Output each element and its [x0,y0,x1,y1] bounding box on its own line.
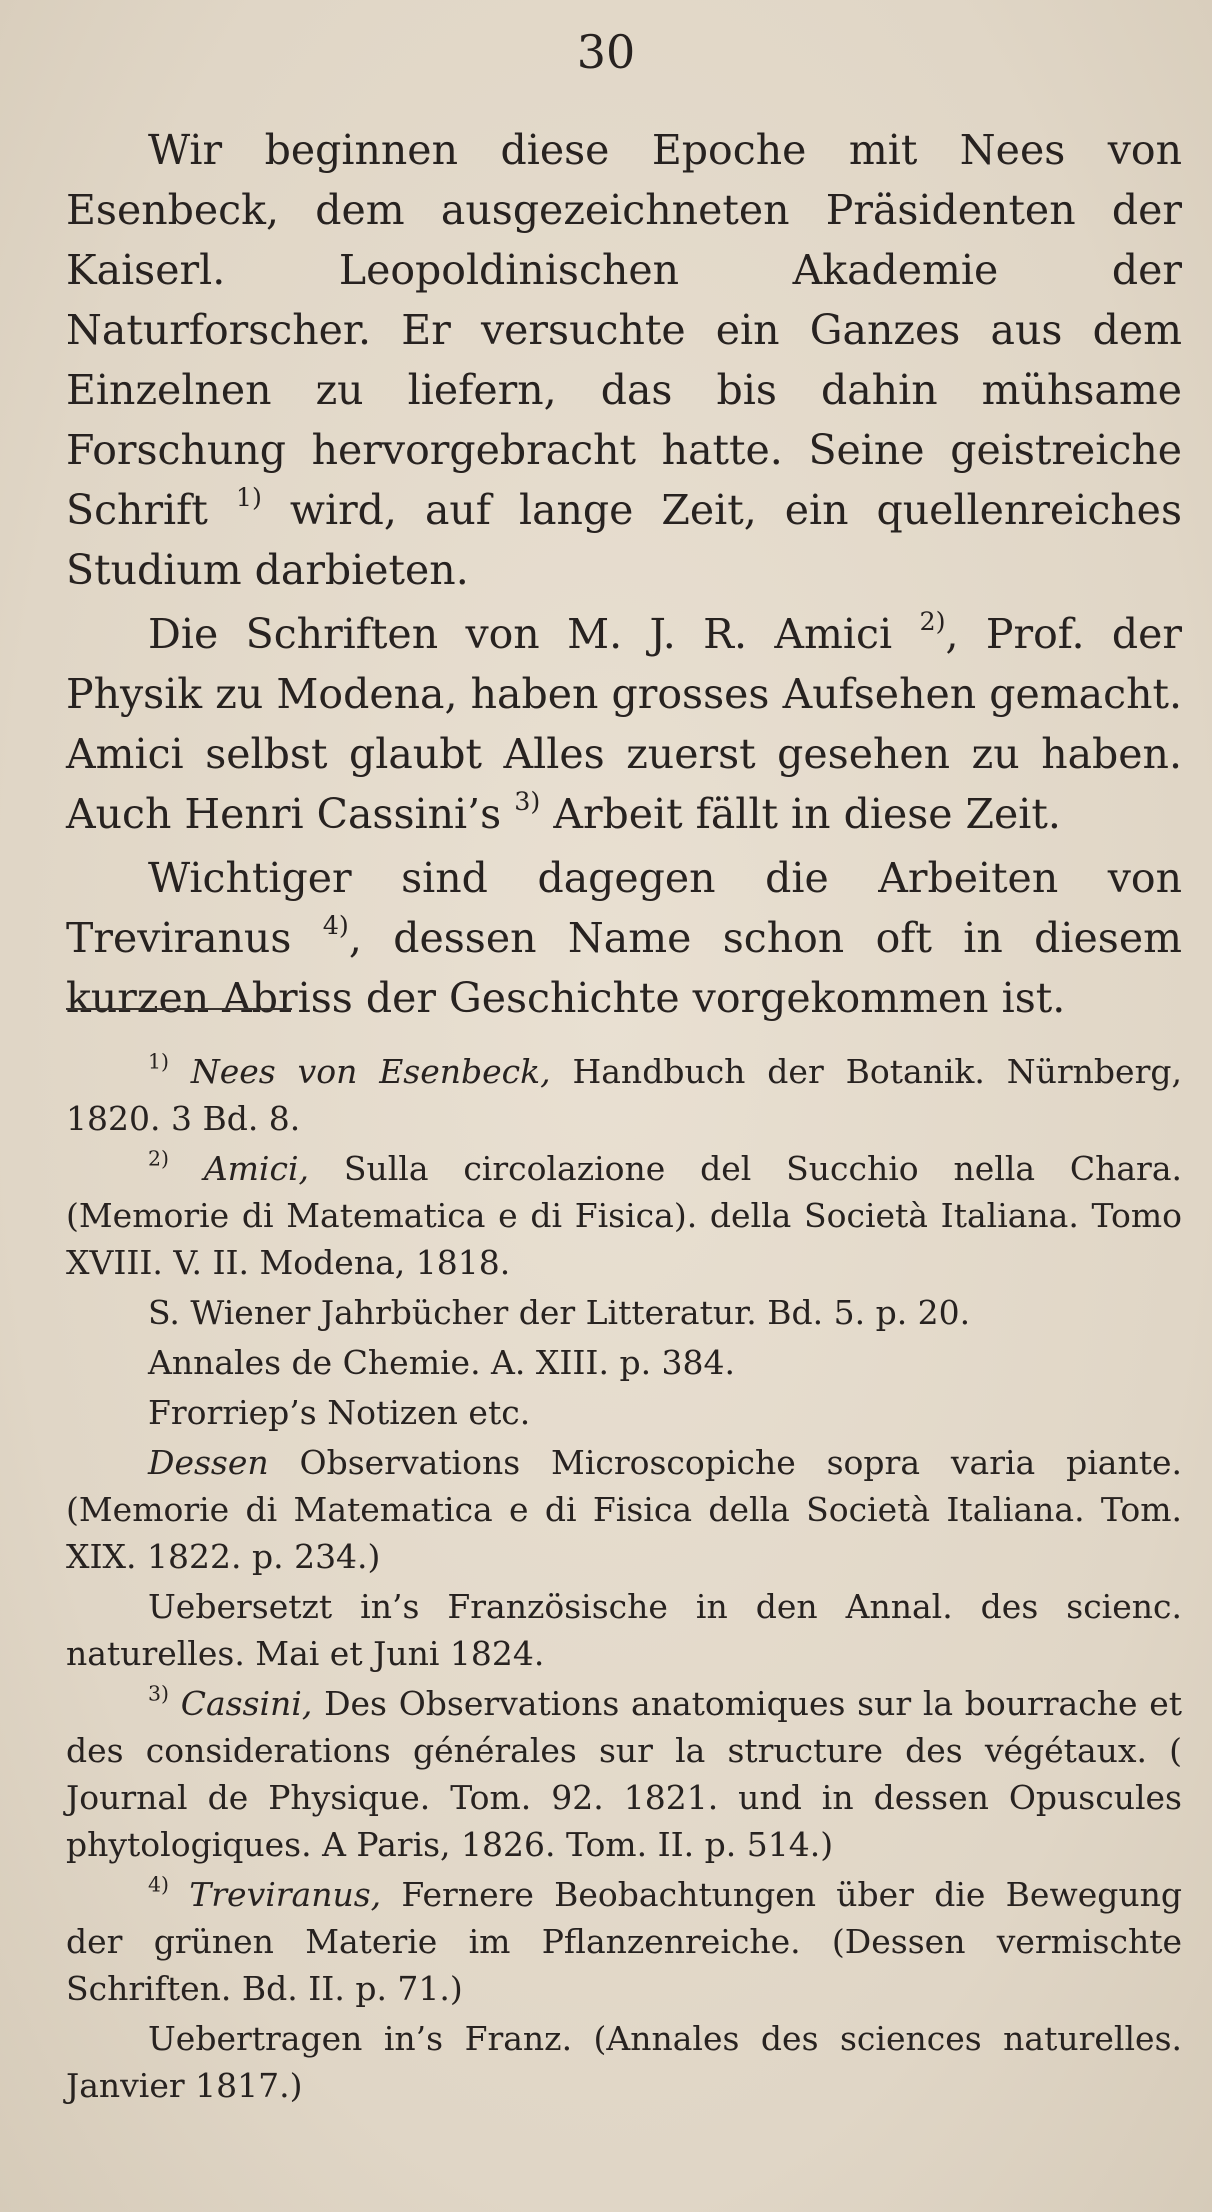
footnote-ref-1: 1) [235,482,262,513]
footnote-2-line: Annales de Chemie. A. XIII. p. 384. [148,1343,736,1382]
footnote-4: $^{4)}$ Treviranus, Fernere Beobachtungen über die Bewegung der grünen Materie im Pflanzenreiche. (Dessen vermischte Schriften. Bd. II. p. 71.) [66,1872,1182,2008]
footnote-author: Cassini, [180,1684,313,1723]
footnote-separator [66,1008,292,1010]
footnotes [66,1048,1182,2109]
footnote-author: Nees von Esenbeck, [190,1052,551,1091]
footnote-author: Treviranus, [189,1875,382,1914]
main-text [66,120,1182,1028]
footnote-3: $^{3)}$ Cassini, Des Observations anatomiques sur la bourrache et des considerations générales sur la structure des végétaux. ( Journal de Physique. Tom. 92. 1821. und in dessen Opuscules phytologiques. A Paris, 1826. Tom. II. p. 514.) [66,1681,1182,1864]
footnote-2-line: S. Wiener Jahrbücher der Litteratur. Bd. 5. p. 20. [148,1293,971,1332]
footnote-mark: 1) [148,1049,169,1074]
footnote-ref-4: 4) [322,910,349,941]
footnote-author: Dessen [148,1443,269,1482]
footnote-4-line: Uebertragen in’s Franz. (Annales des sciences naturelles. Janvier 1817.) [66,2019,1182,2105]
footnote-ref-2: 2) [919,606,946,637]
paragraph-treviranus: Wichtiger sind dagegen die Arbeiten von Treviranus $^{4)}$, dessen Name schon oft in diesem kurzen Abriss der Geschichte vorgekommen ist. [66,854,1182,1022]
footnote-2-line: Uebersetzt in’s Französische in den Annal. des scienc. naturelles. Mai et Juni 1824. [66,1587,1182,1673]
footnote-2: $^{2)}$ Amici, Sulla circolazione del Succhio nella Chara. (Memorie di Matematica e di Fisica). della Società Italiana. Tomo XVIII. V. II. Modena, 1818. [66,1146,1182,1282]
footnote-mark: 3) [148,1681,169,1706]
footnote-2-line: Frorriep’s Notizen etc. [148,1393,531,1432]
footnote-2-dessen: Dessen Observations Microscopiche sopra varia piante. (Memorie di Matematica e di Fisica della Società Italiana. Tom. XIX. 1822. p. 234.) [66,1443,1182,1576]
footnote-ref-3: 3) [514,786,541,817]
footnote-mark: 4) [148,1872,169,1897]
footnote-1: $^{1)}$ Nees von Esenbeck, Handbuch der Botanik. Nürnberg, 1820. 3 Bd. 8. [66,1049,1182,1138]
paragraph-amici: Die Schriften von M. J. R. Amici $^{2)}$, Prof. der Physik zu Modena, haben grosses Aufsehen gemacht. Amici selbst glaubt Alles zuerst gesehen zu haben. Auch Henri Cassini’s $^{3)}$ Arbeit fällt in diese Zeit. [66,606,1183,838]
paragraph-nees: Wir beginnen diese Epoche mit Nees von Esenbeck, dem ausgezeichneten Präsidenten der Kaiserl. Leopoldinischen Akademie der Naturforscher. Er versuchte ein Ganzes aus dem Einzelnen zu liefern, das bis dahin mühsame Forschung hervorgebracht hatte. Seine geistreiche Schrift $^{1)}$ wird, auf lange Zeit, ein quellenreiches Studium darbieten. [66,126,1182,594]
footnote-mark: 2) [148,1146,169,1171]
page-number: 30 [576,25,636,79]
footnote-author: Amici, [203,1149,310,1188]
